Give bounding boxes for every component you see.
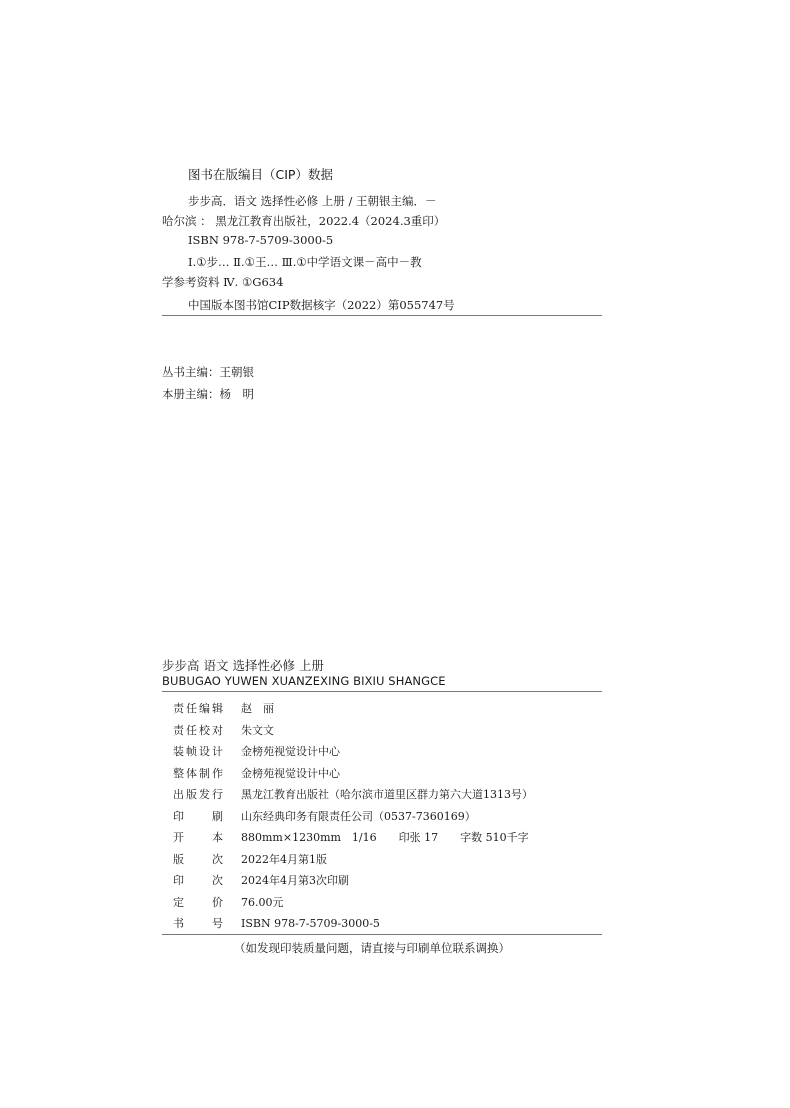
cip-line-3: ISBN 978-7-5709-3000-5 [188,233,334,247]
cip-line-5: 学参考资料 Ⅳ. ①G634 [162,275,284,289]
imprint-value: 2022年4月第1版 [241,853,327,866]
imprint-row-editor [173,700,274,716]
imprint-value: 赵 丽 [241,702,274,715]
imprint-row-isbn [173,915,380,931]
imprint-row-format [173,829,529,845]
imprint-label: 版 次 [173,853,225,866]
imprint-label: 定 价 [173,896,225,909]
imprint-label: 出版发行 [173,788,225,801]
quality-notice: （如发现印装质量问题，请直接与印刷单位联系调换） [234,941,510,955]
imprint-top-rule [162,691,602,692]
cip-line-1: 步步高．语文 选择性必修 上册 / 王朝银主编．－ [188,194,437,208]
imprint-value: 金榜苑视觉设计中心 [241,767,340,780]
imprint-row-printer [173,808,476,824]
volume-editor: 本册主编：杨 明 [162,387,254,401]
imprint-row-publisher [173,786,533,802]
imprint-value: 金榜苑视觉设计中心 [241,745,340,758]
book-title: 步步高 语文 选择性必修 上册 [162,658,324,673]
imprint-value: 76.00元 [241,896,284,909]
series-editor: 丛书主编：王朝银 [162,365,254,379]
book-title-pinyin: BUBUGAO YUWEN XUANZEXING BIXIU SHANGCE [162,674,446,688]
imprint-label: 印 次 [173,874,225,887]
imprint-label: 书 号 [173,917,225,930]
imprint-label: 责任编辑 [173,702,225,715]
imprint-label: 印 刷 [173,810,225,823]
imprint-label: 装帧设计 [173,745,225,758]
imprint-label: 开 本 [173,831,225,844]
imprint-value: 黑龙江教育出版社（哈尔滨市道里区群力第六大道1313号） [241,788,533,801]
imprint-row-price [173,894,284,910]
imprint-value: 山东经典印务有限责任公司（0537-7360169） [241,810,476,823]
imprint-row-printing [173,872,349,888]
imprint-value: 880mm×1230mm 1/16 印张 17 字数 510千字 [241,831,529,844]
cip-line-2: 哈尔滨 ： 黑龙江教育出版社，2022.4（2024.3重印） [162,214,446,228]
cip-line-4: Ⅰ.①步… Ⅱ.①王… Ⅲ.①中学语文课－高中－教 [188,255,422,269]
cip-record: 中国版本图书馆CIP数据核字（2022）第055747号 [188,298,455,312]
imprint-value: 朱文文 [241,724,274,737]
imprint-value: 2024年4月第3次印刷 [241,874,349,887]
imprint-row-edition [173,851,327,867]
imprint-label: 整体制作 [173,767,225,780]
imprint-row-proofreader [173,722,274,738]
imprint-row-production [173,765,340,781]
cip-rule [162,315,602,316]
imprint-row-design [173,743,340,759]
imprint-label: 责任校对 [173,724,225,737]
imprint-bottom-rule [162,934,602,935]
imprint-value: ISBN 978-7-5709-3000-5 [241,917,380,930]
cip-title: 图书在版编目（CIP）数据 [188,167,333,182]
